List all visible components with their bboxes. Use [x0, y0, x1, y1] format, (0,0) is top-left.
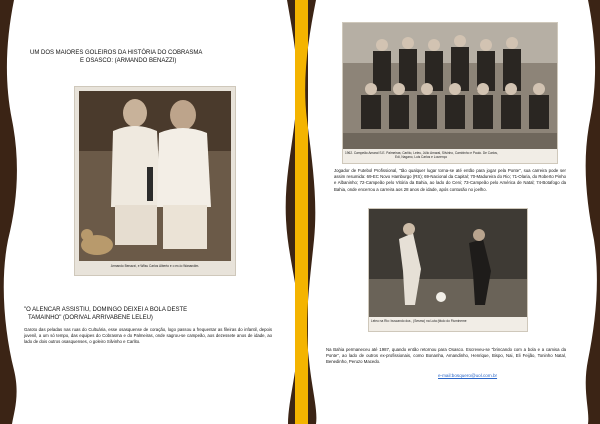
- spine-yellow: [295, 0, 308, 424]
- quote-line2: TAMAINHO" (DORIVAL ARRIVABENE LELEU): [28, 315, 153, 321]
- quote-heading: [24, 306, 264, 322]
- right-page: [318, 0, 580, 424]
- match-photo-caption: [371, 319, 525, 323]
- goalkeeper-photo-image: [75, 87, 235, 275]
- team-photo: [342, 22, 558, 164]
- email-link[interactable]: e-mail:bosquero@uol.com.br: [438, 373, 498, 378]
- right-wave-band: [586, 0, 600, 424]
- match-photo: [368, 208, 528, 332]
- team-photo-caption-line1: 1962. Campeão Amaral S.E. Palmeiras; Carlito, Leleu, Júlio Amaral, Silvinho, Cambinho e Paulo. De Carlos,: [345, 151, 498, 155]
- quote-line1: "O ALENCAR ASSISTIU, DOMINGO DEIXEI A BOLA DESTE: [24, 307, 188, 313]
- match-photo-caption-line1: Leleu na Rio: buscando dus , (Sesmo) na Luta (titulo do Flumineme: [371, 319, 467, 323]
- left-body-paragraph: Garoto das peladas nas ruas do Cultuária, esse osasquense de coração, logo passou a frequentar as fileiras do infantil, depois juvenil, a um só tempo, das equipes do Cobrasma e do Palmeiras, onde sagrou-se campeão, aos dezessete anos de idade, ao lado de dois outros osasquenses, o goleiro Silvinho e Carlito.: [24, 327, 272, 345]
- right-body-paragraph-2: Na Bahia permaneceu até 1987, quando então retornou para Osasco. Escreveu-se "brincando com a bola e a camisa da Ponte", ao lado de outros ex-profissionais, como Bonanha, Amandinho, Henrique, Bispo, Nai, Eli Feijão, Toninho Natal, Benedinho, Peruzo Macedo.: [326, 347, 566, 365]
- left-wave-band: [0, 0, 17, 424]
- team-photo-image: [343, 23, 557, 149]
- left-title-line1: UM DOS MAIORES GOLEIROS DA HISTÓRIA DO COBRASMA: [30, 50, 203, 56]
- left-title-line2: E OSASCO: (ARMANDO BENAZZI): [80, 58, 177, 64]
- team-photo-caption-line2: Edi, Nagano, Luis Carlos e Lourenço: [395, 155, 448, 159]
- left-page: [16, 0, 286, 424]
- goalkeeper-photo: [74, 86, 236, 276]
- match-photo-image: [369, 209, 527, 317]
- left-title: [30, 49, 280, 65]
- team-photo-caption: [345, 151, 555, 159]
- goalkeeper-photo-caption: Armando Benazzi, e Wilsu Carlos Alberto e o ex-to Wanandim.: [110, 264, 200, 268]
- right-body-paragraph-1: Jogador de Futebol Profissional, "tão qualquer lugar torna-se até então para jogar pela Ponte", sua carreira pode ser assim resumida: 69-EC Novo Hamburgo (RS); 69-Nacional da Capital; 70-Madureira do Rio; 71-Olaria, do Roberto Pinho e Albaninho; 72-Campeão pelo Vitória da Bahia, ao lado do Ceni; 73-Campeão pelo América de Natal; 74-Botafogo da Bahia, onde encerrou a carreira aos 28 anos de idade, após contusão no joelho.: [334, 168, 566, 192]
